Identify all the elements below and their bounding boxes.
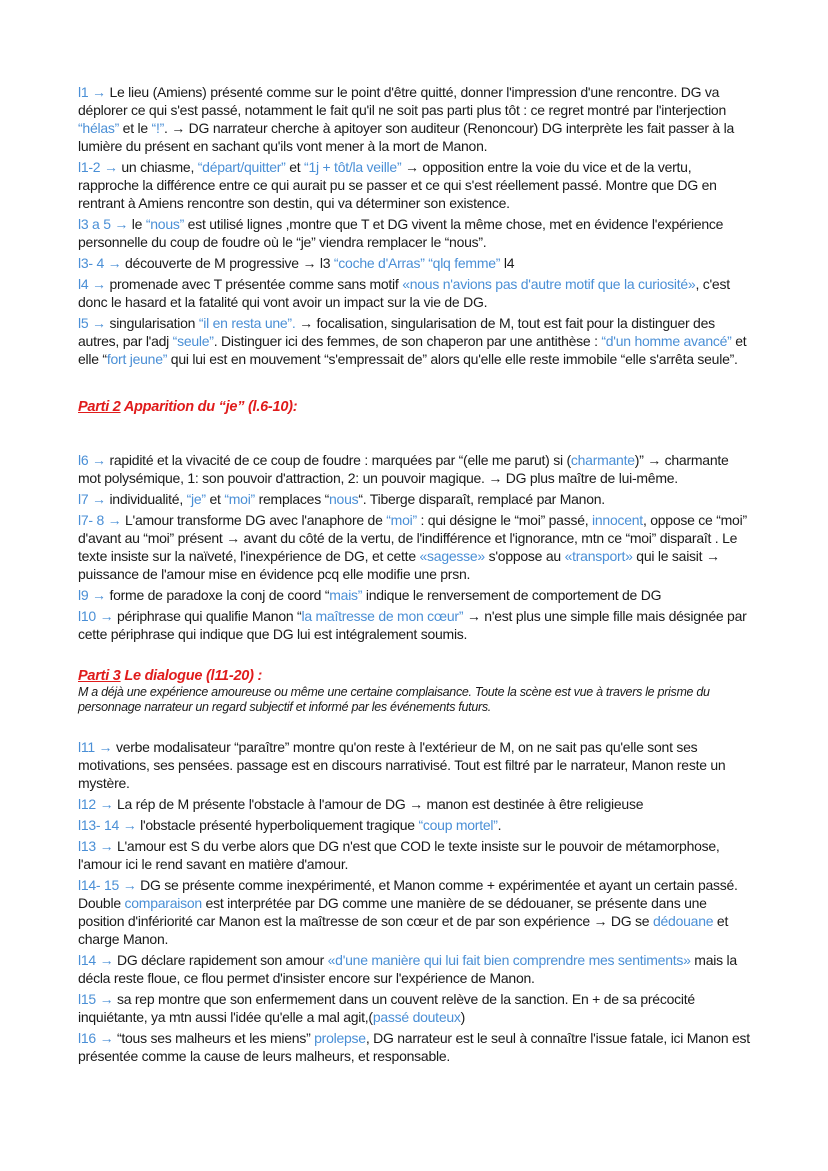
note-text: DG se présente comme inexpérimenté, et Manon comme + expérimentée et ayant un certain passé. Double xyxy=(78,877,738,911)
line-reference-label: l15 → xyxy=(78,991,117,1007)
highlighted-quote: “hélas” xyxy=(78,120,120,136)
note-paragraph xyxy=(78,215,753,251)
note-text: et elle “ xyxy=(78,333,747,367)
note-text: est interprétée par DG comme une manière de se dédouaner, se présente dans une position d'infériorité car Manon est la maîtresse de son cœur et de par son expérience → DG se xyxy=(78,895,707,929)
note-text: “tous ses malheurs et les miens” xyxy=(116,1030,315,1046)
note-paragraph xyxy=(78,451,753,487)
line-reference-label: l3 a 5 → xyxy=(78,216,132,232)
highlighted-quote: “1j + tôt/la veille” xyxy=(304,159,402,175)
highlighted-quote: “moi” xyxy=(386,512,417,528)
note-text: indique le renversement de comportement de DG xyxy=(362,587,662,603)
part3-section xyxy=(78,738,753,1065)
note-text: qui le saisit → puissance de l'amour mise en évidence pcq elle modifie une prsn. xyxy=(78,548,720,582)
note-text: DG déclare rapidement son amour xyxy=(116,952,328,968)
line-reference-label: l7- 8 → xyxy=(78,512,126,528)
note-paragraph xyxy=(78,490,753,508)
note-text: s'oppose au xyxy=(484,548,565,564)
highlighted-quote: “qlq femme” xyxy=(428,255,501,271)
part2-number: Parti 2 xyxy=(78,399,121,415)
highlighted-quote: comparaison xyxy=(124,895,202,911)
highlighted-quote: la maîtresse de mon cœur” xyxy=(301,608,464,624)
note-text: La rép de M présente l'obstacle à l'amour de DG → manon est destinée à être religieuse xyxy=(116,796,644,812)
note-text: L'amour transforme DG avec l'anaphore de xyxy=(125,512,387,528)
note-text: et le xyxy=(119,120,152,136)
note-text: est utilisé lignes ,montre que T et DG vivent la même chose, met en évidence l'expérience personnelle du coup de foudre où le “je” viendra remplacer le “nous”. xyxy=(78,216,724,250)
line-reference-label: l3- 4 → xyxy=(78,255,126,271)
highlighted-quote: “d'un homme avancé” xyxy=(601,333,732,349)
line-reference-label: l6 → xyxy=(78,452,110,468)
note-text: sa rep montre que son enfermement dans un couvent relève de la sanction. En + de sa précocité inquiétante, ya mtn aussi l'idée qu'elle a mal agit,( xyxy=(78,991,695,1025)
line-reference-label: l13 → xyxy=(78,838,117,854)
note-text: et xyxy=(205,491,225,507)
highlighted-quote: charmante xyxy=(570,452,635,468)
note-paragraph xyxy=(78,586,753,604)
highlighted-quote: “seule” xyxy=(172,333,214,349)
note-text: → opposition entre la voie du vice et de la vertu, rapproche la différence entre ce qui aurait pu se passer et ce qui s'est réellement passé. Montre que DG en rentrant à Amiens rencontre son destin, qui va déterminer son existence. xyxy=(78,159,717,211)
part3-title: Le dialogue (l11-20) : xyxy=(120,668,263,684)
note-text: individualité, xyxy=(109,491,187,507)
note-text: . Distinguer ici des femmes, de son chaperon par une antithèse : xyxy=(213,333,602,349)
note-text: rapidité et la vivacité de ce coup de foudre : marquées par “(elle me parut) si ( xyxy=(109,452,571,468)
note-paragraph xyxy=(78,795,753,813)
highlighted-quote: “!” xyxy=(151,120,165,136)
note-text: remplaces “ xyxy=(254,491,329,507)
note-text: . xyxy=(497,817,502,833)
note-text: un chiasme, xyxy=(121,159,198,175)
note-text: ) xyxy=(460,1009,466,1025)
note-text: → n'est plus une simple fille mais désignée par cette périphrase qui indique que DG lui est intégralement soumis. xyxy=(78,608,747,642)
document-page xyxy=(78,80,753,1065)
note-text: et charge Manon. xyxy=(78,913,729,947)
note-text: et xyxy=(285,159,305,175)
note-text: verbe modalisateur “paraître” montre qu'on reste à l'extérieur de M, on ne sait pas qu'elle sont ses motivations, ses pensées. passage est en discours narrativisé. Tout est filtré par le narrateur, Manon reste un mystère. xyxy=(78,739,726,791)
note-text: mais la décla reste floue, ce flou permet d'insister encore sur l'expérience de Manon. xyxy=(78,952,737,986)
line-reference-label: l5 → xyxy=(78,315,110,331)
note-text: → focalisation, singularisation de M, tout est fait pour la distinguer des autres, par l'adj xyxy=(78,315,715,349)
note-paragraph xyxy=(78,254,753,272)
note-paragraph xyxy=(78,511,753,583)
note-paragraph xyxy=(78,738,753,792)
note-text: périphrase qui qualifie Manon “ xyxy=(116,608,302,624)
part3-heading xyxy=(78,667,753,685)
line-reference-label: l1 → xyxy=(78,84,110,100)
highlighted-quote: dédouane xyxy=(652,913,714,929)
note-text: . → DG narrateur cherche à apitoyer son auditeur (Renoncour) DG interprète les fait passer à la lumière du présent en sachant qu'ils vont mener à la mort de Manon. xyxy=(78,120,734,154)
highlighted-quote: “nous” xyxy=(145,216,185,232)
highlighted-quote: «sagesse» xyxy=(419,548,485,564)
part2-title: Apparition du “je” (l.6-10): xyxy=(120,399,298,415)
note-text: le xyxy=(131,216,146,232)
highlighted-quote: innocent xyxy=(592,512,643,528)
part2-section xyxy=(78,451,753,643)
highlighted-quote: prolepse xyxy=(314,1030,366,1046)
highlighted-quote: mais” xyxy=(329,587,363,603)
highlighted-quote: «transport» xyxy=(564,548,633,564)
note-text: singularisation xyxy=(109,315,199,331)
line-reference-label: l9 → xyxy=(78,587,110,603)
note-text: L'amour est S du verbe alors que DG n'est que COD le texte insiste sur le pouvoir de métamorphose, l'amour ici le rend savant en matière d'amour. xyxy=(78,838,720,872)
note-paragraph xyxy=(78,83,753,155)
highlighted-quote: “moi” xyxy=(224,491,255,507)
note-text: découverte de M progressive → l3 xyxy=(125,255,334,271)
note-text: , DG narrateur est le seul à connaître l'issue fatale, ici Manon est présentée comme la cause de leurs malheurs, et responsable. xyxy=(78,1030,750,1064)
note-text: Le lieu (Amiens) présenté comme sur le point d'être quitté, donner l'impression d'une rencontre. DG va déplorer ce qui s'est passé, notamment le fait qu'il ne soit pas parti plus tôt : ce regret montré par l'interjection xyxy=(78,84,726,118)
line-reference-label: l11 → xyxy=(78,739,116,755)
note-paragraph xyxy=(78,837,753,873)
highlighted-quote: nous xyxy=(329,491,359,507)
note-text: forme de paradoxe la conj de coord “ xyxy=(109,587,330,603)
line-reference-label: l7 → xyxy=(78,491,110,507)
note-paragraph xyxy=(78,876,753,948)
line-reference-label: l10 → xyxy=(78,608,117,624)
note-paragraph xyxy=(78,607,753,643)
note-paragraph xyxy=(78,314,753,368)
note-text: promenade avec T présentée comme sans motif xyxy=(109,276,403,292)
part3-intro: M a déjà une expérience amoureuse ou même une certaine complaisance. Toute la scène est vue à travers le prisme du personnage narrateur un regard subjectif et informé par les événements futurs. xyxy=(78,685,710,714)
note-text: qui lui est en mouvement “s'empressait de” alors qu'elle elle reste immobile “elle s'arrêta seule”. xyxy=(167,351,738,367)
highlighted-quote: fort jeune” xyxy=(106,351,168,367)
highlighted-quote: “coup mortel” xyxy=(418,817,498,833)
note-text: “. Tiberge disparaît, remplacé par Manon. xyxy=(358,491,605,507)
note-text: l'obstacle présenté hyperboliquement tragique xyxy=(140,817,419,833)
highlighted-quote: passé douteux xyxy=(372,1009,461,1025)
highlighted-quote: «d'une manière qui lui fait bien comprendre mes sentiments» xyxy=(327,952,691,968)
note-paragraph xyxy=(78,1029,753,1065)
note-paragraph xyxy=(78,275,753,311)
part3-number: Parti 3 xyxy=(78,668,121,684)
highlighted-quote: “je” xyxy=(186,491,206,507)
highlighted-quote: “coche d'Arras” xyxy=(333,255,425,271)
note-paragraph xyxy=(78,990,753,1026)
note-text: , oppose ce “moi” d'avant au “moi” présent → avant du côté de la vertu, de l'indifférence et l'ignorance, mtn ce “moi” disparaît . Le texte insiste sur la naïveté, l'inexpérience de DG, et cette xyxy=(78,512,747,564)
line-reference-label: l13- 14 → xyxy=(78,817,141,833)
line-reference-label: l4 → xyxy=(78,276,110,292)
line-reference-label: l14- 15 → xyxy=(78,877,141,893)
line-reference-label: l1-2 → xyxy=(78,159,122,175)
note-paragraph xyxy=(78,158,753,212)
note-text: , c'est donc le hasard et la fatalité qui vont avoir un impact sur la vie de DG. xyxy=(78,276,730,310)
highlighted-quote: “il en resta une”. xyxy=(198,315,296,331)
highlighted-quote: «nous n'avions pas d'autre motif que la curiosité» xyxy=(402,276,696,292)
line-reference-label: l16 → xyxy=(78,1030,117,1046)
highlighted-quote: “départ/quitter” xyxy=(197,159,286,175)
part1-section xyxy=(78,83,753,368)
note-text: )” → charmante mot polysémique, 1: son pouvoir d'attraction, 2: un pouvoir magique. → DG plus maître de lui-même. xyxy=(78,452,729,486)
note-text: l4 xyxy=(500,255,515,271)
note-text: : qui désigne le “moi” passé, xyxy=(416,512,593,528)
line-reference-label: l14 → xyxy=(78,952,117,968)
note-paragraph xyxy=(78,951,753,987)
part2-heading xyxy=(78,398,753,416)
note-paragraph xyxy=(78,816,753,834)
line-reference-label: l12 → xyxy=(78,796,117,812)
